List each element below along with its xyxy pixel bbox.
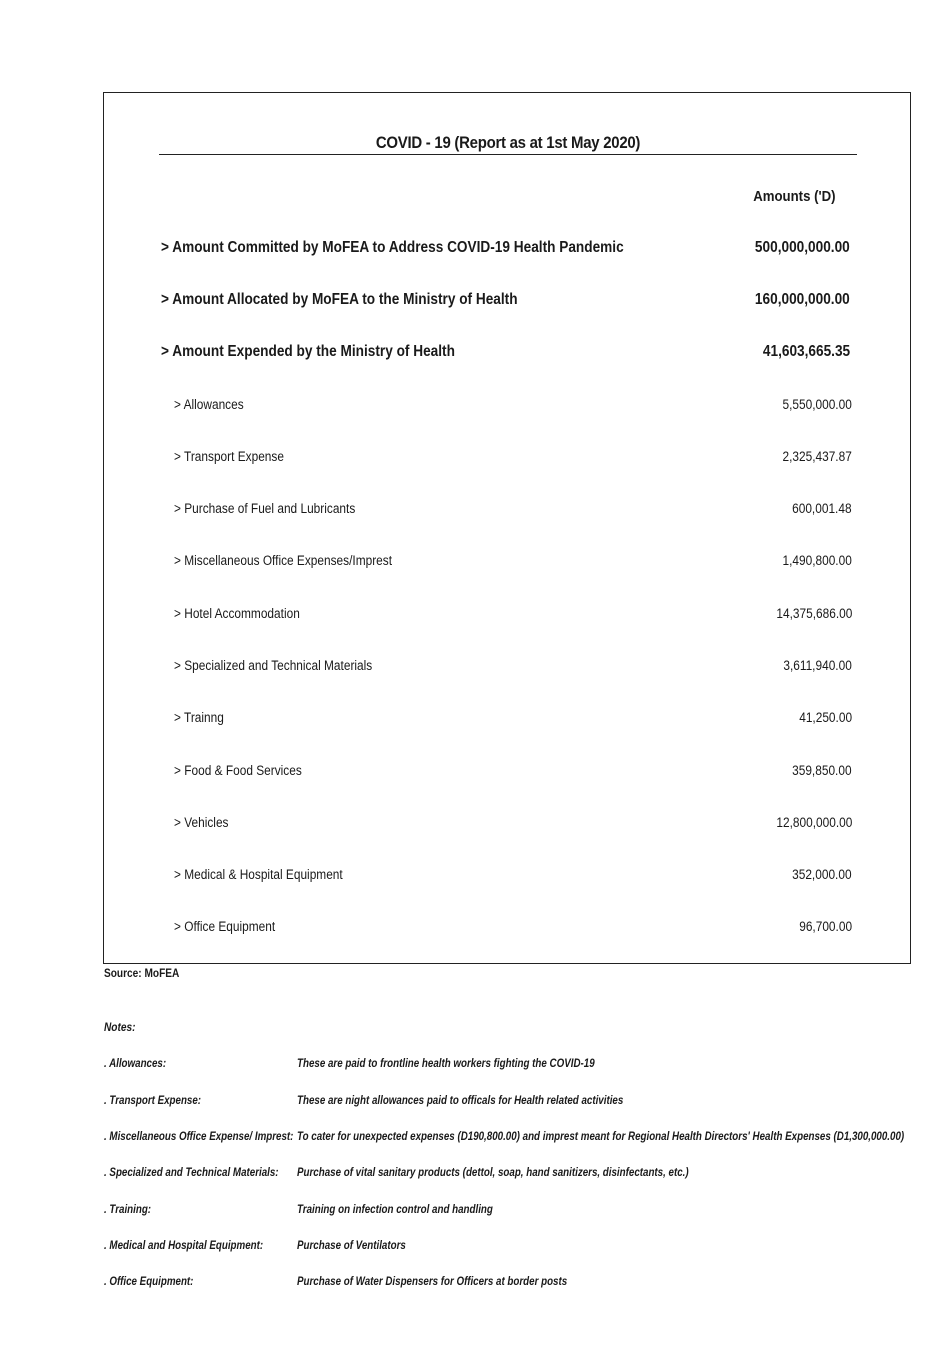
- table-row: [104, 606, 912, 626]
- note-text: Purchase of vital sanitary products (dettol, soap, hand sanitizers, disinfectants, etc.): [297, 1167, 689, 1179]
- source-caption: Source: MoFEA: [104, 968, 180, 980]
- row-label: > Purchase of Fuel and Lubricants: [174, 501, 356, 516]
- report-table: [103, 92, 911, 964]
- note-text: Purchase of Water Dispensers for Officers at border posts: [297, 1276, 568, 1288]
- notes-heading: Notes:: [104, 1022, 136, 1034]
- row-amount: 41,250.00: [799, 710, 852, 725]
- row-label: > Hotel Accommodation: [174, 606, 300, 621]
- row-label: > Amount Expended by the Ministry of Health: [161, 343, 455, 360]
- row-label: > Amount Committed by MoFEA to Address COVID-19 Health Pandemic: [161, 239, 624, 256]
- row-amount: 1,490,800.00: [782, 553, 852, 568]
- row-amount: 352,000.00: [792, 867, 852, 882]
- row-amount: 160,000,000.00: [755, 291, 850, 308]
- row-amount: 600,001.48: [792, 501, 852, 516]
- table-row: [104, 763, 912, 783]
- row-amount: 5,550,000.00: [782, 397, 852, 412]
- row-label: > Food & Food Services: [174, 763, 302, 778]
- row-amount: 3,611,940.00: [783, 658, 852, 673]
- row-amount: 12,800,000.00: [776, 815, 852, 830]
- row-label: > Office Equipment: [174, 919, 276, 934]
- note-text: Purchase of Ventilators: [297, 1240, 406, 1252]
- note-label: . Medical and Hospital Equipment:: [104, 1240, 264, 1252]
- table-row: [104, 867, 912, 887]
- note-text: These are night allowances paid to officals for Health related activities: [297, 1095, 624, 1107]
- row-label: > Medical & Hospital Equipment: [174, 867, 343, 882]
- note-item: [0, 1058, 952, 1074]
- table-row: [104, 449, 912, 469]
- row-amount: 14,375,686.00: [776, 606, 852, 621]
- table-row: [104, 919, 912, 939]
- row-label: > Miscellaneous Office Expenses/Imprest: [174, 553, 393, 568]
- note-item: [0, 1167, 952, 1183]
- table-row: [104, 397, 912, 417]
- note-label: . Office Equipment:: [104, 1276, 194, 1288]
- row-label: > Specialized and Technical Materials: [174, 658, 373, 673]
- note-label: . Training:: [104, 1204, 152, 1216]
- table-row-committed: [104, 239, 912, 259]
- row-amount: 500,000,000.00: [755, 239, 850, 256]
- note-item: [0, 1240, 952, 1256]
- row-amount: 96,700.00: [799, 919, 852, 934]
- note-item: [0, 1131, 952, 1147]
- table-row: [104, 553, 912, 573]
- note-text: These are paid to frontline health workers fighting the COVID-19: [297, 1058, 595, 1070]
- row-amount: 359,850.00: [792, 763, 852, 778]
- table-row-expended: [104, 343, 912, 363]
- table-row: [104, 815, 912, 835]
- row-amount: 41,603,665.35: [762, 343, 850, 360]
- note-text: Training on infection control and handling: [297, 1204, 493, 1216]
- row-amount: 2,325,437.87: [782, 449, 852, 464]
- row-label: > Amount Allocated by MoFEA to the Ministry of Health: [161, 291, 518, 308]
- note-label: . Allowances:: [104, 1058, 167, 1070]
- note-item: [0, 1204, 952, 1220]
- note-item: [0, 1095, 952, 1111]
- note-label: . Miscellaneous Office Expense/ Imprest:: [104, 1131, 294, 1143]
- row-label: > Transport Expense: [174, 449, 284, 464]
- table-row: [104, 710, 912, 730]
- note-label: . Specialized and Technical Materials:: [104, 1167, 279, 1179]
- row-label: > Trainng: [174, 710, 224, 725]
- report-title: COVID - 19 (Report as at 1st May 2020): [375, 133, 641, 152]
- row-label: > Allowances: [174, 397, 244, 412]
- title-underline: [159, 154, 857, 155]
- table-row: [104, 658, 912, 678]
- table-row-allocated: [104, 291, 912, 311]
- note-item: [0, 1276, 952, 1292]
- row-label: > Vehicles: [174, 815, 229, 830]
- amounts-column-header: Amounts ('D): [753, 188, 836, 205]
- table-row: [104, 501, 912, 521]
- note-label: . Transport Expense:: [104, 1095, 202, 1107]
- note-text: To cater for unexpected expenses (D190,800.00) and imprest meant for Regional Health Directors' Health Expenses (D1,300,000.00): [297, 1131, 905, 1143]
